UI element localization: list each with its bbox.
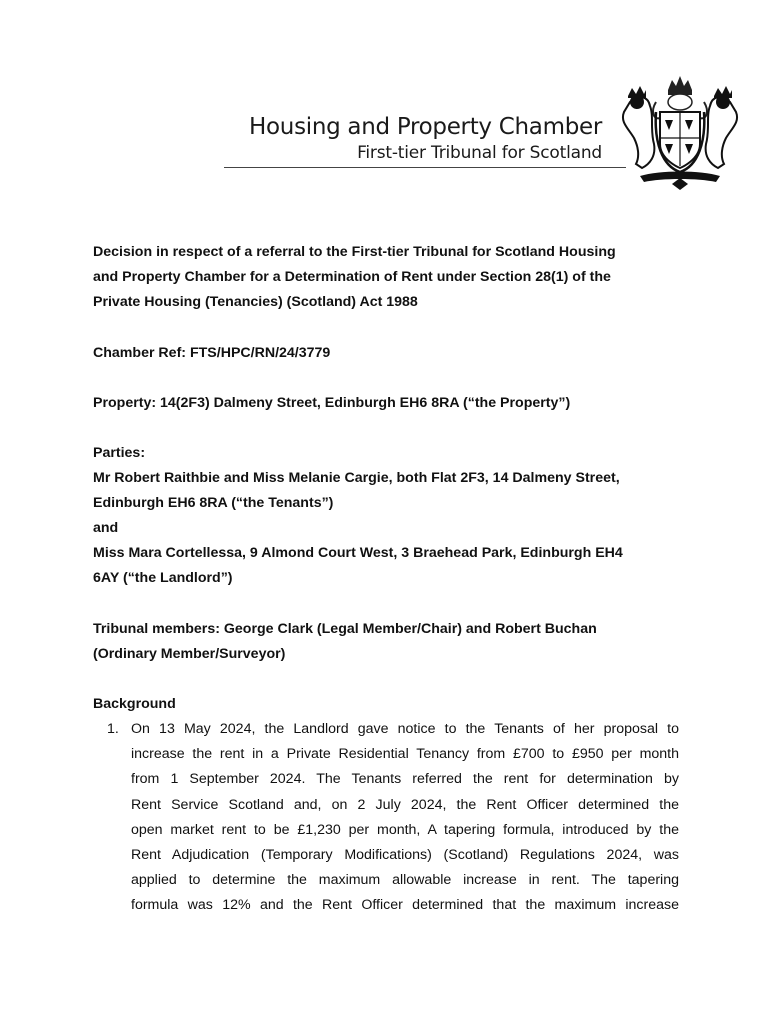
header-rule [224, 167, 626, 168]
paragraph-line: Rent Service Scotland and, on 2 July 2024, the Rent Officer determined the [131, 796, 679, 813]
paragraph-line: from 1 September 2024. The Tenants referred the rent for determination by [131, 771, 679, 788]
chamber-title: Housing and Property Chamber [249, 114, 602, 140]
tribunal-subtitle: First-tier Tribunal for Scotland [357, 143, 602, 163]
decision-title-line-1: Decision in respect of a referral to the First-tier Tribunal for Scotland Housing [93, 244, 616, 260]
paragraph-line: On 13 May 2024, the Landlord gave notice to the Tenants of her proposal to [131, 721, 679, 737]
paragraph-line: Rent Adjudication (Temporary Modifications) (Scotland) Regulations 2024, was [131, 847, 679, 864]
coat-of-arms-icon [610, 72, 750, 192]
property-address: Property: 14(2F3) Dalmeny Street, Edinburgh EH6 8RA (“the Property”) [93, 395, 571, 411]
parties-heading: Parties: [93, 445, 146, 461]
decision-title-line-2: and Property Chamber for a Determination of Rent under Section 28(1) of the [93, 269, 611, 285]
tribunal-members-line-2: (Ordinary Member/Surveyor) [93, 646, 286, 662]
background-paragraph [131, 717, 679, 919]
paragraph-line: formula was 12% and the Rent Officer determined that the maximum increase [131, 897, 679, 914]
list-item-number: 1. [107, 721, 119, 737]
tenants-line-2: Edinburgh EH6 8RA (“the Tenants”) [93, 495, 334, 511]
landlord-line-1: Miss Mara Cortellessa, 9 Almond Court West, 3 Braehead Park, Edinburgh EH4 [93, 545, 623, 561]
tenants-line-1: Mr Robert Raithbie and Miss Melanie Cargie, both Flat 2F3, 14 Dalmeny Street, [93, 470, 620, 486]
parties-and: and [93, 520, 119, 536]
paragraph-line: applied to determine the maximum allowable increase in rent. The tapering [131, 872, 679, 889]
chamber-ref: Chamber Ref: FTS/HPC/RN/24/3779 [93, 345, 331, 361]
background-heading: Background [93, 696, 176, 712]
decision-title-line-3: Private Housing (Tenancies) (Scotland) Act 1988 [93, 294, 418, 310]
paragraph-line: increase the rent in a Private Residential Tenancy from £700 to £950 per month [131, 746, 679, 763]
landlord-line-2: 6AY (“the Landlord”) [93, 570, 233, 586]
paragraph-line: open market rent to be £1,230 per month, A tapering formula, introduced by the [131, 821, 679, 838]
tribunal-members-line-1: Tribunal members: George Clark (Legal Member/Chair) and Robert Buchan [93, 621, 597, 637]
